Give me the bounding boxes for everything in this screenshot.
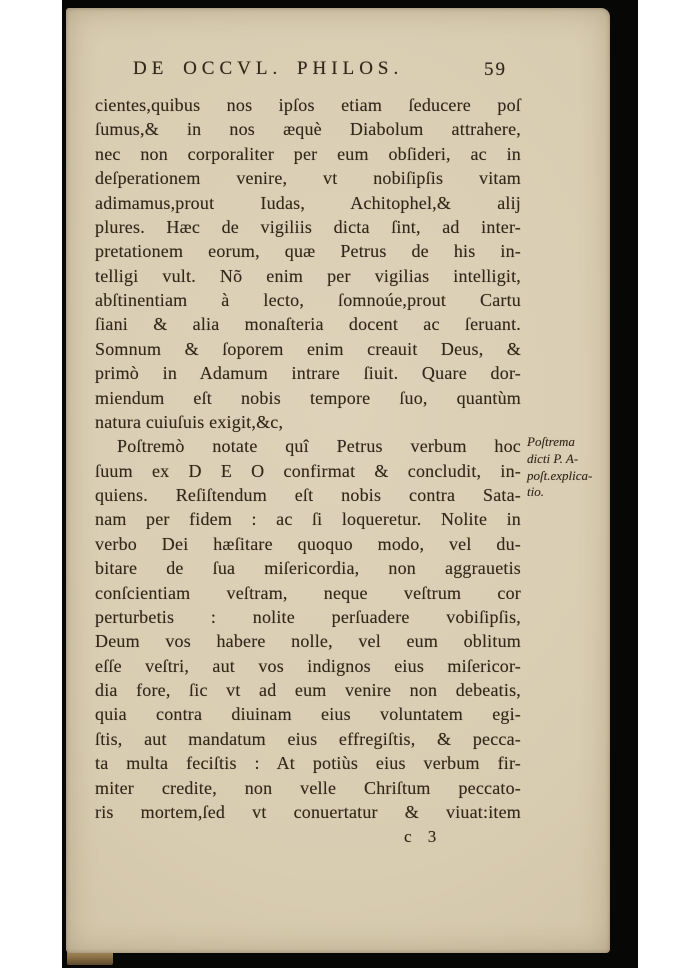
body-text-line: abſtinentiam à lecto, ſomnoúe,prout Cartu	[95, 290, 521, 310]
body-text-line: ſiani & alia monaſteria docent ac ſeruant.	[95, 314, 521, 335]
body-text-line: natura cuiuſuis exigit,&c,	[95, 411, 284, 432]
body-text-line: ris mortem,ſed vt conuertatur & viuat:item	[95, 801, 521, 822]
body-text-line: miter credite, non velle Chriſtum peccato-	[95, 777, 521, 798]
body-text-line: perturbetis : nolite perſuadere vobiſipſis,	[95, 606, 521, 627]
body-text-line: ſtis, aut mandatum eius effregiſtis, & pecca-	[95, 728, 521, 749]
body-text-line: adimamus,prout Iudas, Achitophel,& alij	[95, 192, 521, 213]
body-text-line: ſumus,& in nos æquè Diabolum attrahere,	[95, 119, 521, 140]
body-text-line: Deum vos habere nolle, vel eum oblitum	[95, 631, 521, 652]
margin-note-line: dicti P. A-	[527, 450, 579, 466]
body-text-line: Poſtremò notate quî Petrus verbum hoc	[117, 436, 521, 457]
body-text-block	[95, 93, 521, 824]
header-title: DE OCCVL. PHILOS.	[133, 58, 404, 79]
body-text-line: dia fore, ſic vt ad eum venire non debeatis,	[95, 680, 521, 700]
body-text-line: primò in Adamum intrare ſiuit. Quare dor-	[95, 363, 521, 384]
body-text-line: conſcientiam veſtram, neque veſtrum cor	[95, 582, 521, 603]
running-header	[95, 58, 521, 86]
body-text-line: quiens. Reſiſtendum eſt nobis contra Sata-	[95, 485, 521, 505]
body-text-line: ſuum ex D E O confirmat & concludit, in-	[95, 460, 521, 481]
body-text-line: eſſe veſtri, aut vos indignos eius miſericor-	[95, 655, 521, 676]
body-text-line: miendum eſt nobis tempore ſuo, quantùm	[95, 387, 521, 408]
body-text-line: verbo Dei hæſitare quoquo modo, vel du-	[95, 533, 521, 554]
body-text-line: ta multa feciſtis : At potiùs eius verbum fir-	[95, 753, 521, 774]
margin-note-line: Poſtrema	[527, 434, 575, 449]
body-text-line: telligi vult. Nõ enim per vigilias intelligit,	[95, 265, 521, 286]
page-number: 59	[484, 59, 507, 80]
margin-note-line: tio.	[527, 484, 544, 500]
body-text-line: nec non corporaliter per eum obſideri, ac in	[95, 143, 521, 164]
body-text-line: deſperationem venire, vt nobiſipſis vitam	[95, 168, 521, 189]
signature-mark: c 3	[404, 827, 437, 846]
body-text-line: plures. Hæc de vigiliis dicta ſint, ad inter-	[95, 216, 521, 237]
body-text-line: nam per fidem : ac ſi loqueretur. Nolite in	[95, 509, 521, 530]
margin-note	[527, 434, 613, 501]
book-scan	[62, 0, 638, 968]
body-text-line: bitare de ſua miſericordia, non aggrauetis	[95, 558, 521, 579]
body-text-line: pretationem eorum, quæ Petrus de his in-	[95, 241, 521, 262]
body-text-line: cientes,quibus nos ipſos etiam ſeducere poſ	[95, 95, 521, 115]
body-text-line: Somnum & ſoporem enim creauit Deus, &	[95, 338, 521, 359]
book-page	[66, 8, 610, 953]
margin-note-line: poſt.explica-	[527, 467, 593, 483]
body-text-line: quia contra diuinam eius voluntatem egi-	[95, 704, 521, 725]
